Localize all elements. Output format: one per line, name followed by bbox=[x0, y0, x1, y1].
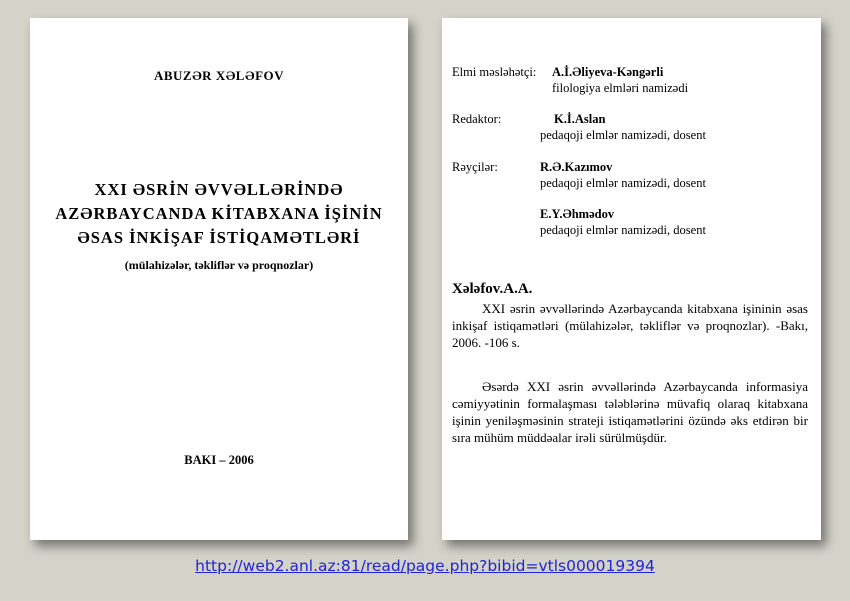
credit-name: K.İ.Aslan bbox=[554, 112, 606, 126]
credit-role: Elmi məsləhətçi: bbox=[452, 65, 537, 79]
credit-name: A.İ.Əliyeva-Kəngərli bbox=[552, 65, 664, 79]
cover-author: ABUZƏR XƏLƏFOV bbox=[153, 68, 285, 83]
reference-author: Xələfov.A.A. bbox=[452, 281, 533, 297]
credit-name: E.Y.Əhmədov bbox=[540, 207, 615, 221]
abstract-text: Əsərdə XXI əsrin əvvəllərində Azərbaycanda informasiya cəmiyyətinin formalaşması tələblərinə müvafiq olaraq kitabxana işinin yeniləşməsinin strateji istiqamətlərini özündə əks etdirən bir sıra mühüm müddəalar irəli sürülmüşdür. bbox=[452, 379, 808, 445]
credit-name: R.Ə.Kazımov bbox=[540, 160, 613, 174]
credit-desc: pedaqoji elmlər namizədi, dosent bbox=[540, 223, 706, 237]
credit-role: Redaktor: bbox=[452, 112, 502, 126]
reference-text: XXI əsrin əvvəllərində Azərbaycanda kitabxana işininin əsas inkişaf istiqamətləri (mülahizələr, təkliflər və proqnozlar). -Bakı, 2006. -106 s. bbox=[452, 301, 808, 350]
credit-desc: filologiya elmləri namizədi bbox=[552, 81, 689, 95]
book-cover-page bbox=[30, 18, 408, 540]
cover-title-line: XXI ƏSRİN ƏVVƏLLƏRİNDƏ bbox=[94, 180, 344, 199]
credit-desc: pedaqoji elmlər namizədi, dosent bbox=[540, 128, 706, 142]
cover-title-line: ƏSAS İNKİŞAF İSTİQAMƏTLƏRİ bbox=[77, 228, 361, 247]
credit-role: Rəyçilər: bbox=[452, 160, 498, 174]
cover-title bbox=[30, 178, 408, 250]
cover-title-line: AZƏRBAYCANDA KİTABXANA İŞİNİN bbox=[55, 204, 383, 223]
credit-desc: pedaqoji elmlər namizədi, dosent bbox=[540, 176, 706, 190]
cover-city-year: BAKI – 2006 bbox=[184, 453, 254, 467]
source-link[interactable]: http://web2.anl.az:81/read/page.php?bibid=vtls000019394 bbox=[195, 557, 655, 575]
imprint-page bbox=[442, 18, 821, 540]
cover-subtitle: (mülahizələr, təkliflər və proqnozlar) bbox=[124, 258, 314, 272]
